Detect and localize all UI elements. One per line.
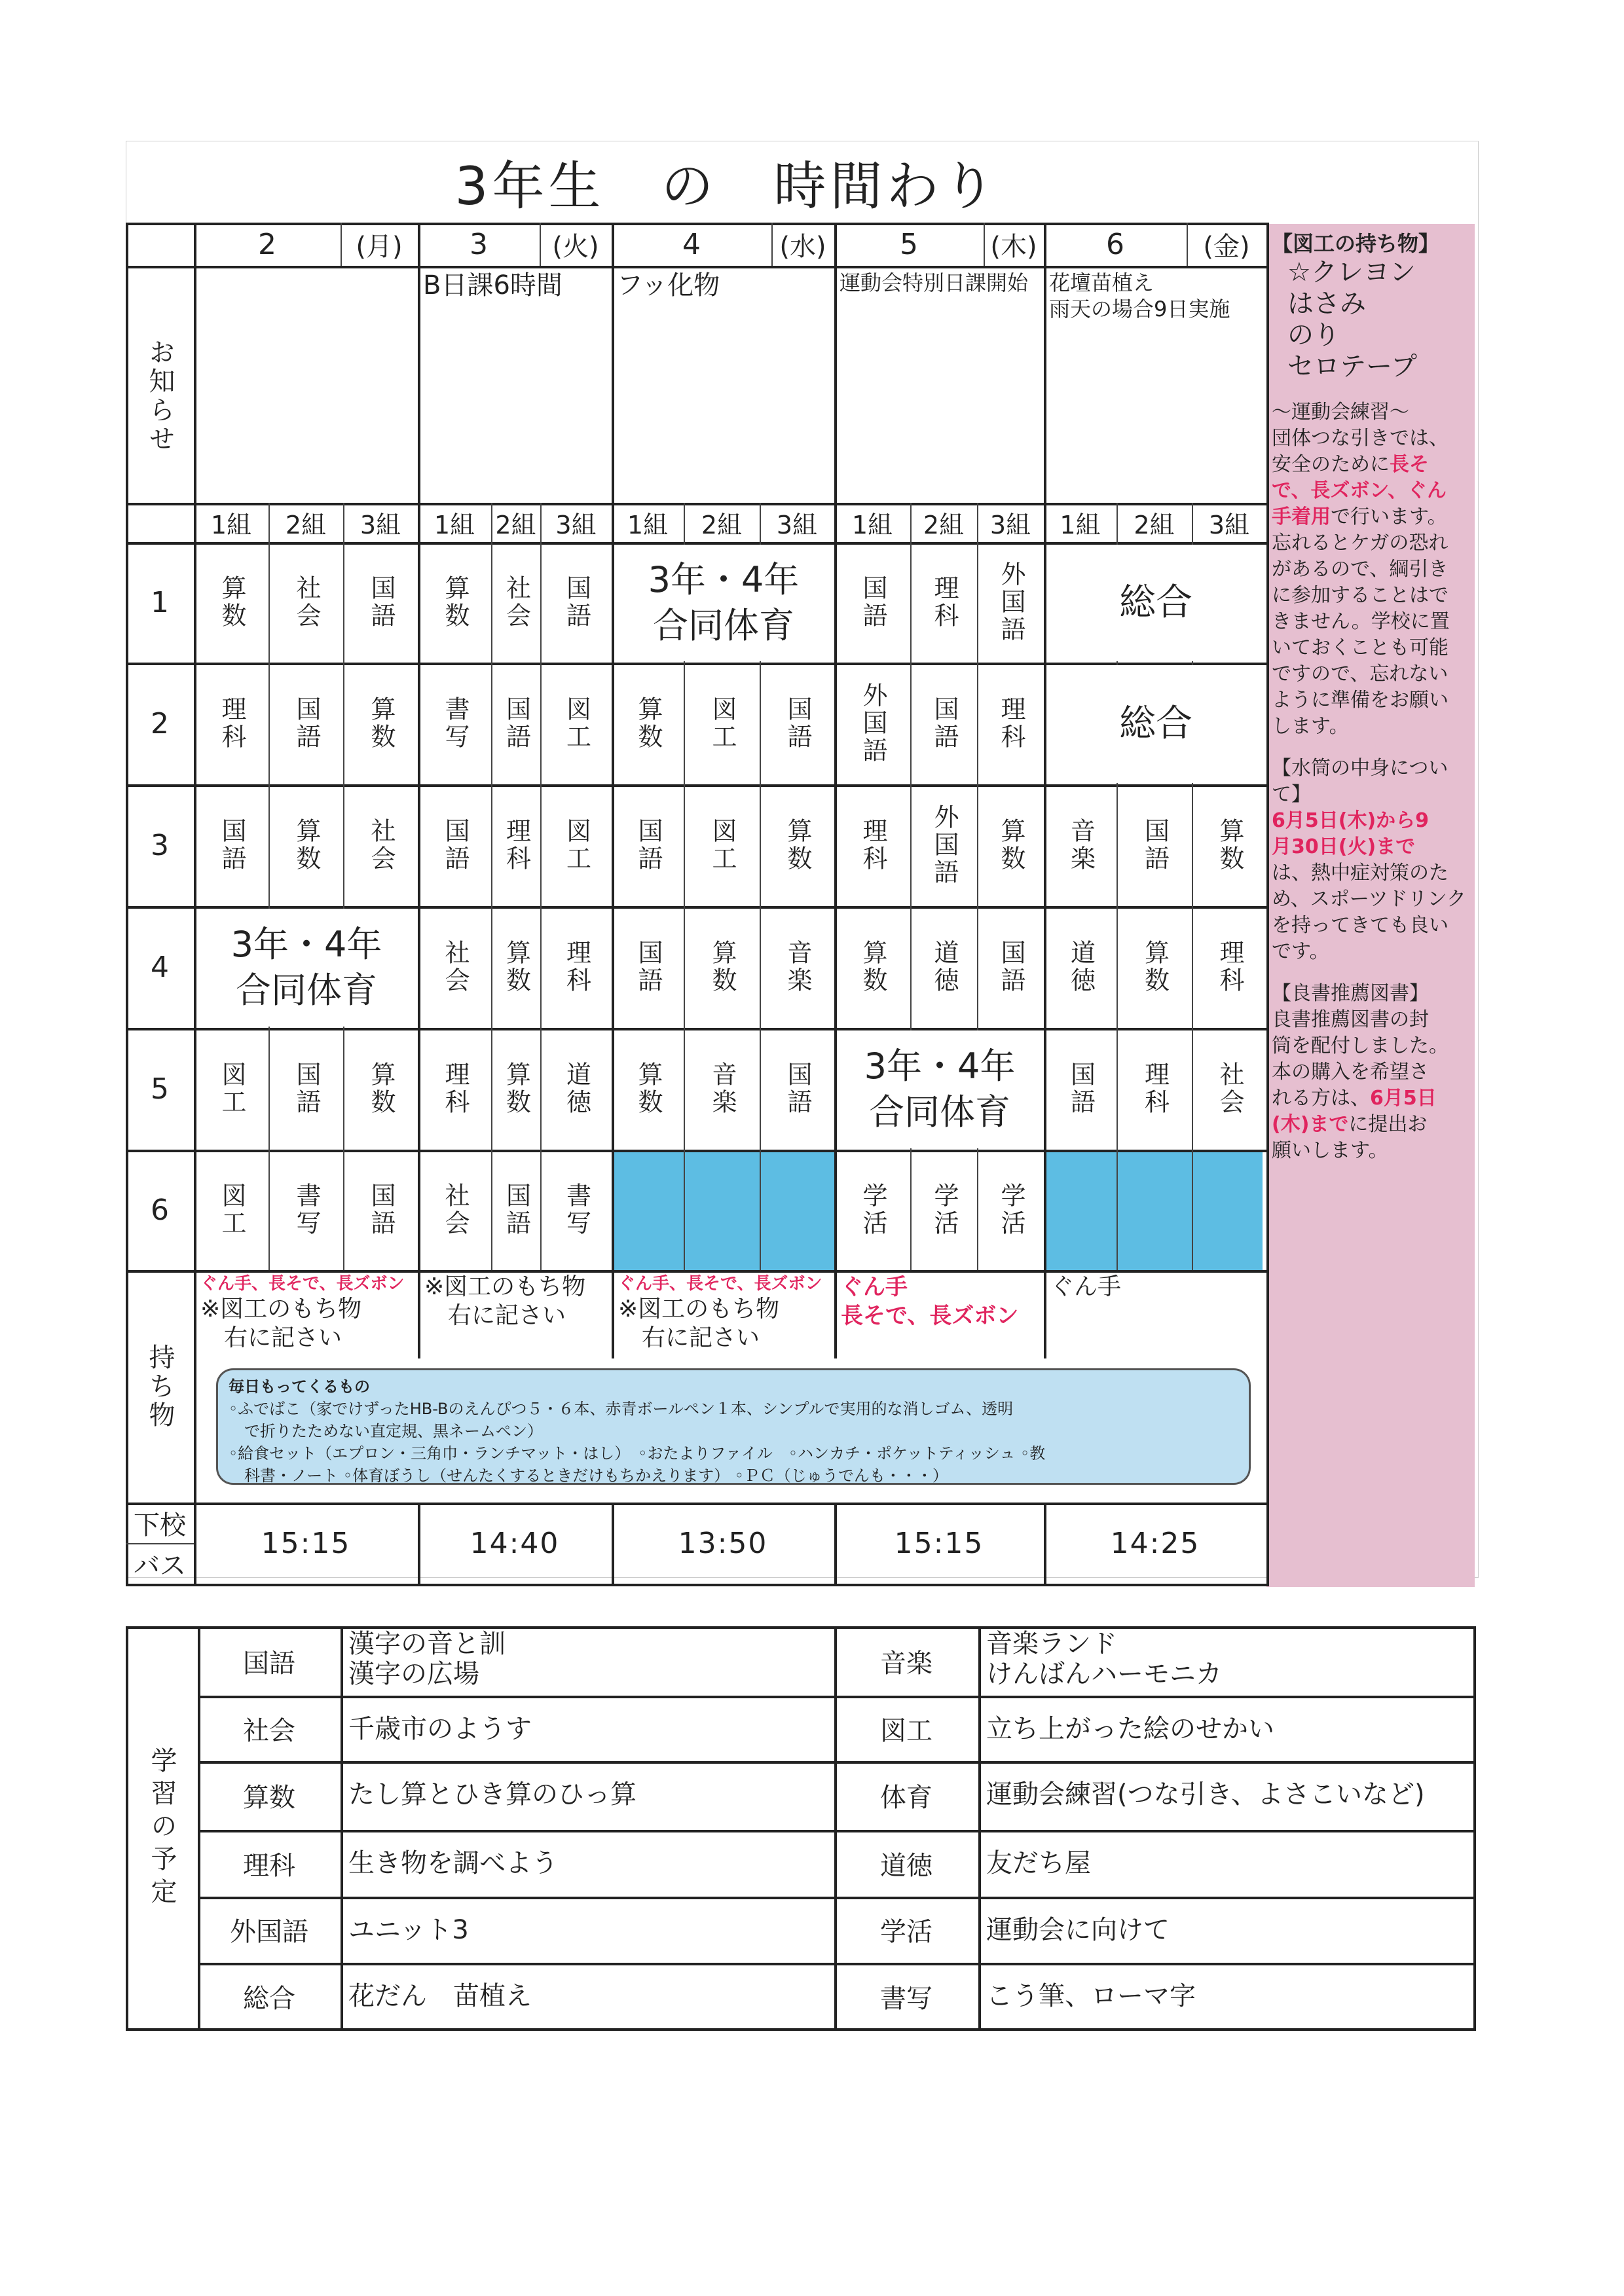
day-notice: フッ化物 — [617, 270, 720, 301]
subject-cell: 算数 — [1140, 939, 1170, 994]
schedule-grid-line — [978, 1626, 981, 2031]
subject-cell: 社会 — [502, 575, 531, 630]
schedule-subject: 外国語 — [230, 1917, 308, 1947]
subject-cell: 図工 — [707, 696, 737, 751]
period-label: 4 — [151, 950, 169, 984]
day-of-week: (火) — [552, 231, 599, 262]
schedule-subject: 書写 — [880, 1983, 932, 2014]
grid-line — [1266, 223, 1269, 1586]
schedule-content: 千歳市のようす — [348, 1714, 532, 1744]
subject-cell: 理科 — [502, 818, 531, 873]
period-label: 5 — [151, 1072, 169, 1106]
subject-cell: 国語 — [1066, 1061, 1096, 1116]
bus-time: 13:50 — [678, 1526, 768, 1560]
schedule-subject: 社会 — [243, 1715, 295, 1746]
class-label: 3組 — [776, 510, 818, 539]
grid-line — [126, 1584, 1269, 1586]
daily-items-line: ◦給食セット（エプロン・三角巾・ランチマット・はし） ◦おたよりファイル ◦ハンカチ・ポケットティッシュ ◦教 — [229, 1444, 1046, 1463]
subject-cell: 国語 — [502, 696, 531, 751]
side-sports-pink: 長そ で、長ズボン、ぐん 手着用 — [1272, 453, 1447, 528]
class-label: 3組 — [555, 510, 597, 539]
subject-cell: 学活 — [858, 1182, 887, 1237]
subject-cell: 理科 — [440, 1061, 470, 1116]
subject-cell: 国語 — [562, 575, 591, 630]
items-cell — [1050, 1273, 1263, 1302]
subject-cell: 音楽 — [707, 1061, 737, 1116]
side-books-pink: 6月5日 (木)まで — [1272, 1087, 1437, 1136]
subject-cell — [684, 1150, 760, 1270]
subject-cell — [1044, 1150, 1116, 1270]
notice-row-label: お知らせ — [145, 338, 175, 454]
page-title: 3年生 の 時間わり — [454, 156, 999, 217]
day-notice: 花壇苗植え 雨天の場合9日実施 — [1049, 270, 1230, 321]
items-text: ※図工のもち物 右に記さい — [200, 1296, 362, 1351]
subject-cell — [612, 1150, 684, 1270]
subject-cell: 国語 — [858, 575, 887, 630]
schedule-content: 漢字の音と訓 漢字の広場 — [348, 1629, 506, 1689]
class-label: 1組 — [627, 510, 669, 539]
subject-cell: 理科 — [858, 818, 887, 873]
items-text: ぐん手 — [1050, 1273, 1122, 1300]
subject-cell: 算数 — [858, 939, 887, 994]
bus-label-1: 下校 — [134, 1510, 186, 1540]
merged-cell: 総合 — [1046, 545, 1265, 661]
side-bottle-text: は、熱中症対策のた め、スポーツドリンク を持ってきても良い です。 — [1272, 862, 1466, 963]
schedule-subject: 算数 — [243, 1783, 295, 1813]
daily-items-title: 毎日もってくるもの — [229, 1377, 370, 1396]
day-number: 2 — [258, 227, 276, 261]
side-bottle-pink: 6月5日(木)から9 月30日(火)まで — [1272, 809, 1430, 858]
side-books-text2: に提出お 願いします。 — [1272, 1113, 1428, 1162]
schedule-subject: 音楽 — [880, 1648, 932, 1679]
schedule-content: こう筆、ローマ字 — [986, 1981, 1196, 2011]
subject-cell: 図工 — [217, 1061, 246, 1116]
subject-cell: 理科 — [562, 939, 591, 994]
subject-cell: 社会 — [440, 939, 470, 994]
day-notice: 運動会特別日課開始 — [840, 270, 1029, 295]
schedule-content: 運動会に向けて — [986, 1915, 1170, 1945]
schedule-content: 花だん 苗植え — [348, 1981, 532, 2011]
subject-cell: 算数 — [502, 1061, 531, 1116]
subject-cell: 国語 — [366, 1182, 396, 1237]
grid-line — [126, 266, 1269, 268]
period-label: 6 — [151, 1193, 169, 1227]
subject-cell: 国語 — [291, 696, 321, 751]
items-cell — [841, 1273, 1040, 1330]
class-label: 1組 — [434, 510, 475, 539]
side-books-text: 良書推薦図書の封 筒を配付しました。 本の購入を希望さ れる方は、 — [1272, 1008, 1449, 1110]
subject-cell: 外国語 — [858, 682, 887, 765]
subject-cell: 書写 — [562, 1182, 591, 1237]
schedule-content: 友だち屋 — [986, 1848, 1091, 1878]
subject-cell: 理科 — [996, 696, 1025, 751]
class-label: 2組 — [923, 510, 965, 539]
class-label: 3組 — [989, 510, 1031, 539]
subject-cell: 書写 — [440, 696, 470, 751]
schedule-content: 立ち上がった絵のせかい — [986, 1714, 1274, 1744]
class-label: 1組 — [1060, 510, 1101, 539]
side-heading-sports: ～運動会練習～ — [1272, 401, 1409, 424]
subject-cell: 算数 — [440, 575, 470, 630]
items-text: ※図工のもち物 右に記さい — [424, 1273, 586, 1329]
subject-cell: 算数 — [1215, 818, 1244, 873]
subject-cell: 外国語 — [929, 804, 959, 886]
schedule-subject: 学活 — [880, 1917, 932, 1947]
day-of-week: (月) — [356, 231, 403, 262]
subject-cell: 国語 — [929, 696, 959, 751]
schedule-label: 学習の予定 — [147, 1747, 177, 1910]
schedule-subject: 国語 — [243, 1648, 295, 1679]
subject-cell: 道徳 — [562, 1061, 591, 1116]
period-label: 2 — [151, 706, 169, 740]
day-notice: B日課6時間 — [423, 270, 563, 301]
subject-cell: 社会 — [440, 1182, 470, 1237]
side-sports-text: 団体つな引きでは、 安全のために — [1272, 427, 1449, 476]
subject-cell: 道徳 — [1066, 939, 1096, 994]
subject-cell: 理科 — [1140, 1061, 1170, 1116]
items-text: ※図工のもち物 右に記さい — [618, 1296, 780, 1351]
subject-cell: 図工 — [217, 1182, 246, 1237]
subject-cell: 国語 — [366, 575, 396, 630]
side-notes — [1272, 230, 1475, 1164]
day-number: 4 — [682, 227, 701, 261]
bus-label-2: バス — [134, 1550, 186, 1581]
bus-time: 14:40 — [470, 1526, 560, 1560]
schedule-subject: 図工 — [880, 1715, 932, 1746]
class-label: 2組 — [701, 510, 743, 539]
daily-items-box — [216, 1368, 1251, 1485]
subject-cell: 理科 — [929, 575, 959, 630]
subject-cell: 社会 — [366, 818, 396, 873]
schedule-content: 運動会練習(つな引き、よさこいなど) — [986, 1779, 1425, 1810]
class-label: 2組 — [285, 510, 327, 539]
schedule-grid-line — [1473, 1626, 1476, 2031]
subject-cell: 国語 — [502, 1182, 531, 1237]
subject-cell: 算数 — [217, 575, 246, 630]
subject-cell: 学活 — [996, 1182, 1025, 1237]
subject-cell: 算数 — [783, 818, 812, 873]
day-number: 6 — [1106, 227, 1124, 261]
subject-cell — [760, 1150, 834, 1270]
subject-cell: 音楽 — [783, 939, 812, 994]
side-sports-text2: で行います。 忘れるとケガの恐れ があるので、綱引き に参加することはで きません。学校に置 いておくことも可能 ですので、忘れない ように準備をお願い します。 — [1272, 505, 1450, 738]
schedule-subject: 総合 — [243, 1983, 295, 2014]
day-number: 3 — [470, 227, 488, 261]
subject-cell: 学活 — [929, 1182, 959, 1237]
subject-cell: 道徳 — [929, 939, 959, 994]
subject-cell: 図工 — [562, 818, 591, 873]
schedule-subject: 体育 — [880, 1783, 932, 1813]
subject-cell: 算数 — [633, 1061, 663, 1116]
subject-cell: 国語 — [217, 818, 246, 873]
subject-cell: 外国語 — [996, 561, 1025, 644]
subject-cell: 国語 — [633, 818, 663, 873]
subject-cell: 算数 — [502, 939, 531, 994]
schedule-content: 音楽ランド けんばんハーモニカ — [986, 1629, 1222, 1689]
schedule-content: 生き物を調べよう — [348, 1848, 558, 1878]
grid-line — [1044, 1270, 1046, 1358]
side-heading-bottle: 【水筒の中身につい て】 — [1272, 757, 1449, 806]
schedule-content: ユニット3 — [348, 1915, 469, 1945]
items-pink-text: ぐん手 長そで、長ズボン — [841, 1274, 1019, 1329]
schedule-subject: 道徳 — [880, 1850, 932, 1881]
grid-line — [612, 1270, 614, 1358]
day-of-week: (金) — [1203, 231, 1250, 262]
class-label: 2組 — [495, 510, 536, 539]
subject-cell: 算数 — [996, 818, 1025, 873]
bus-time: 15:15 — [894, 1526, 984, 1560]
merged-cell: 3年・4年 合同体育 — [614, 545, 833, 661]
grid-line — [834, 1270, 837, 1358]
merged-cell: 総合 — [1046, 665, 1265, 783]
items-cell — [200, 1273, 414, 1353]
items-cell — [424, 1273, 608, 1330]
subject-cell: 社会 — [291, 575, 321, 630]
class-label: 1組 — [210, 510, 252, 539]
subject-cell: 社会 — [1215, 1061, 1244, 1116]
class-label: 2組 — [1134, 510, 1175, 539]
class-label: 3組 — [360, 510, 401, 539]
bus-time: 15:15 — [261, 1526, 351, 1560]
subject-cell: 国語 — [440, 818, 470, 873]
subject-cell: 図工 — [562, 696, 591, 751]
day-of-week: (水) — [779, 231, 826, 262]
subject-cell — [1192, 1150, 1266, 1270]
subject-cell: 国語 — [291, 1061, 321, 1116]
subject-cell: 音楽 — [1066, 818, 1096, 873]
schedule-subject: 理科 — [243, 1850, 295, 1881]
subject-cell — [1116, 1150, 1192, 1270]
items-cell — [618, 1273, 830, 1353]
daily-items-line: で折りたためない直定規、黒ネームペン） — [229, 1422, 543, 1440]
schedule-content: たし算とひき算のひっ算 — [348, 1779, 637, 1810]
daily-items-line: ◦ふでばこ（家でけずったHB-Bのえんぴつ５・６本、赤青ボールペン１本、シンプルで実用的な消しゴム、透明 — [229, 1400, 1014, 1418]
subject-cell: 算数 — [633, 696, 663, 751]
items-row-label: 持ち物 — [145, 1343, 175, 1430]
items-pink-text: ぐん手、長そで、長ズボン — [200, 1274, 405, 1294]
schedule-grid-line — [341, 1626, 343, 2031]
class-label: 3組 — [1208, 510, 1250, 539]
subject-cell: 図工 — [707, 818, 737, 873]
merged-cell: 3年・4年 合同体育 — [196, 909, 416, 1027]
subject-cell: 算数 — [707, 939, 737, 994]
daily-items-line: 科書・ノート ◦体育ぼうし（せんたくするときだけもちかえります） ◦ＰＣ（じゅうでんも・・・） — [229, 1467, 948, 1485]
subject-cell: 国語 — [1140, 818, 1170, 873]
subject-cell: 算数 — [291, 818, 321, 873]
day-of-week: (木) — [990, 231, 1037, 262]
subject-cell: 算数 — [366, 1061, 396, 1116]
day-number: 5 — [900, 227, 918, 261]
subject-cell: 国語 — [783, 1061, 812, 1116]
subject-cell: 国語 — [996, 939, 1025, 994]
side-heading-tools: 【図工の持ち物】 — [1272, 231, 1440, 256]
subject-cell: 理科 — [217, 696, 246, 751]
subject-cell: 国語 — [783, 696, 812, 751]
items-pink-text: ぐん手、長そで、長ズボン — [618, 1274, 822, 1294]
class-label: 1組 — [851, 510, 893, 539]
bus-time: 14:25 — [1110, 1526, 1200, 1560]
merged-cell: 3年・4年 合同体育 — [837, 1030, 1043, 1148]
subject-cell: 算数 — [366, 696, 396, 751]
side-tools-list: ☆クレヨン はさみ のり セロテープ — [1287, 257, 1417, 382]
grid-line — [418, 1270, 420, 1358]
period-label: 1 — [151, 585, 169, 619]
subject-cell: 書写 — [291, 1182, 321, 1237]
period-label: 3 — [151, 828, 169, 862]
subject-cell: 国語 — [633, 939, 663, 994]
subject-cell: 理科 — [1215, 939, 1244, 994]
side-heading-books: 【良書推薦図書】 — [1272, 982, 1429, 1005]
